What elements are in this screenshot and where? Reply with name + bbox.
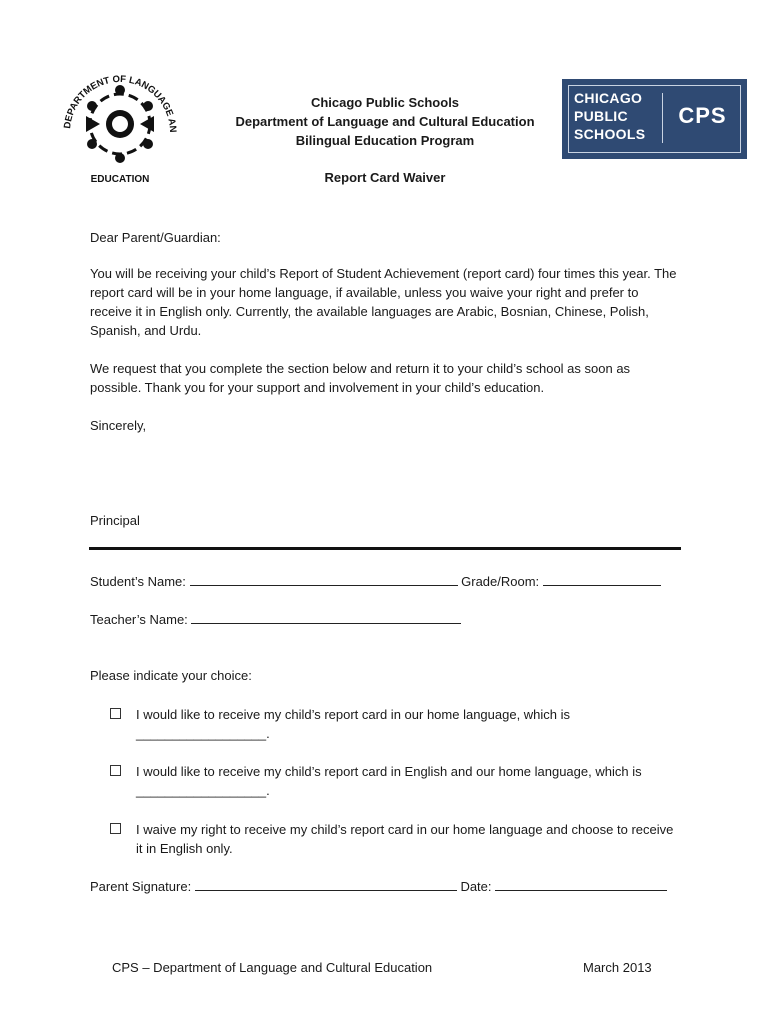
student-name-field[interactable] [190,571,458,586]
student-name-label: Student’s Name: [90,574,186,589]
header-line-3: Bilingual Education Program [295,133,475,148]
cps-logo-line-2: PUBLIC [574,108,628,124]
footer-department: CPS – Department of Language and Cultural Education [112,960,433,975]
option-2-blank[interactable]: __________________. [136,783,270,798]
footer-date: March 2013 [583,960,652,975]
choice-instruction: Please indicate your choice: [90,668,252,683]
grade-room-field[interactable] [543,571,661,586]
letterhead [200,93,570,150]
date-field[interactable] [495,876,667,891]
header-line-1: Chicago Public Schools [310,95,460,110]
date-label: Date: [460,879,492,894]
parent-signature-label: Parent Signature: [90,879,192,894]
option-3-text: I waive my right to receive my child’s report card in our home language and choose to receive it in English only. [136,822,674,856]
option-1-checkbox[interactable] [110,708,121,719]
teacher-name-label: Teacher’s Name: [90,612,188,627]
parent-signature-field[interactable] [195,876,457,891]
cps-logo [562,79,747,159]
logo-bottom-text: EDUCATION [90,174,150,185]
paragraph-1: You will be receiving your child’s Report of Student Achievement (report card) four times this year. The report card will be in your home language, if available, unless you waive your right and prefer to receive it in English only. Currently, the available languages are Arabic, Bosnian, Chinese, Polish, Spanish, and Urdu. [90,266,677,338]
teacher-row [90,609,461,629]
cps-logo-line-1: CHICAGO [574,90,643,106]
option-2-checkbox[interactable] [110,765,121,776]
paragraph-2: We request that you complete the section below and return it to your child’s school as soon as possible. Thank you for your support and involvement in your child’s education. [90,361,631,395]
parent-signature-row [90,876,667,896]
greeting: Dear Parent/Guardian: [90,230,221,245]
closing: Sincerely, [90,418,147,433]
logo-arc-text: DEPARTMENT OF LANGUAGE AN [62,73,179,133]
signer-title: Principal [90,513,140,528]
department-logo [52,46,184,188]
option-1-text: I would like to receive my child’s report card in our home language, which is [136,707,571,722]
option-1-blank[interactable]: __________________. [136,726,270,741]
grade-room-label: Grade/Room: [461,574,540,589]
option-3-checkbox[interactable] [110,823,121,834]
header-line-2: Department of Language and Cultural Education [235,114,535,129]
cps-logo-abbr: CPS [678,103,727,128]
teacher-name-field[interactable] [191,609,461,624]
document-title: Report Card Waiver [324,170,446,185]
cps-logo-line-3: SCHOOLS [574,126,646,142]
student-grade-row [90,571,661,591]
option-2-text: I would like to receive my child’s report card in English and our home language, which is [136,764,642,779]
section-divider [89,547,681,550]
